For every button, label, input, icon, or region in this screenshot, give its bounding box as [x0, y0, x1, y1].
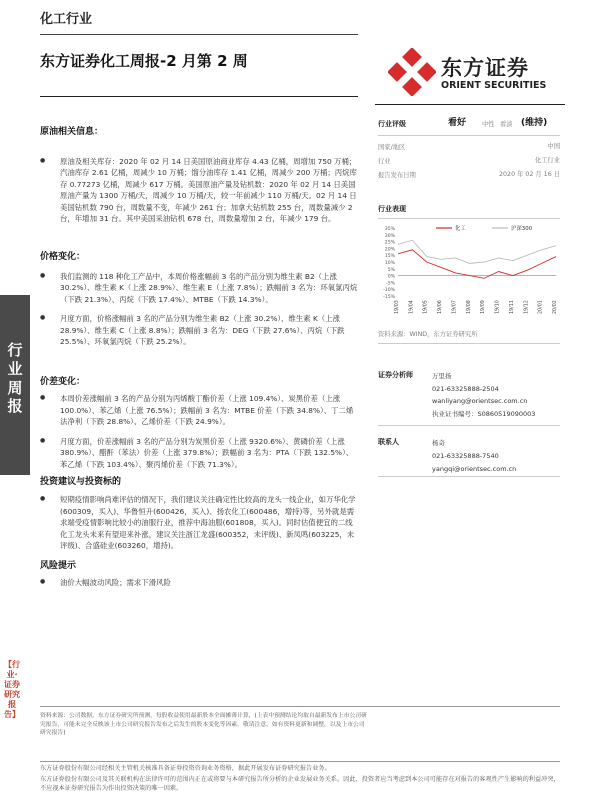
rating-divider — [378, 135, 560, 136]
paragraph-text: 月度方面，价格涨幅前 3 名的产品分别为维生素 B2（上涨 30.2%）、维生素 K（上涨 28.9%）、维生素 C（上涨 8.8%）；跌幅前 3 名为：DEG（下跌 27.6%）、丙烷（下跌 25.5%）、环氧氯丙烷（下跌 25.2%）。 — [60, 314, 345, 347]
legend-label: 沪深300 — [511, 226, 533, 232]
perf-title — [378, 204, 406, 215]
x-tick-labels — [394, 300, 558, 314]
chart-source-text: 资料来源：WIND，东方证券研究所 — [378, 331, 478, 338]
side-tab-text: 行业周报 — [7, 341, 23, 416]
main-content — [40, 126, 360, 589]
bullet-icon: ● — [40, 495, 46, 503]
footer-line-1: 东方证券股份有限公司经相关主管机关核准具备证券投资咨询业务资格，据此开展发布证券研究报告业务。 — [40, 765, 331, 772]
x-tick-label: 20/02 — [553, 300, 558, 314]
x-tick-label: 20/01 — [538, 300, 544, 314]
analyst-label — [378, 370, 413, 381]
contact-label-text: 联系人 — [378, 438, 399, 446]
x-tick-label: 19/04 — [409, 300, 415, 314]
analyst-cert: 执业证书编号：S0860519090003 — [432, 410, 536, 419]
analyst-divider — [378, 425, 560, 426]
y-tick-label: 20% — [384, 247, 395, 253]
chart-source — [378, 329, 478, 340]
analyst-email[interactable]: wanliyang@orientsec.com.cn — [432, 397, 528, 406]
contact-divider — [378, 476, 560, 477]
x-tick-label: 19/11 — [509, 300, 515, 314]
disclaimer-divider — [40, 706, 560, 707]
section-title-risk: 风险提示 — [40, 560, 77, 571]
rating-low: 看淡 — [500, 121, 513, 128]
y-tick-label: -5% — [386, 281, 395, 287]
paragraph-price-monthly — [40, 313, 358, 347]
header-divider — [40, 34, 358, 35]
rating-row — [378, 119, 560, 130]
contact-name: 杨奇 — [432, 439, 445, 447]
chart-source-divider — [378, 343, 560, 344]
logo-divider — [375, 104, 565, 105]
paragraph-text: 原油及相关库存：2020 年 02 月 14 日美国原油商业库存 4.43 亿桶，周增加 750 万桶；汽油库存 2.61 亿桶，周减少 10 万桶；馏分油库存 1.41 亿桶，周减少 200 万桶；丙烷库存 0.77273 亿桶，周减少 617 万桶。美国原油产量及钻机数：2020 年 02 月 14 日美国原油产量为 1300 万桶/天，周减少 10 万桶/天，较一年前减少 110 万桶/天。02 月 14 日美国钻机数 790 台，周数量不变，年减少 261 台；加拿大钻机数 255 台，周数量减少 2 台，年增加 31 台。其中美国采油钻机 678 台，周数量增加 2 台，年减少 179 台。 — [60, 156, 357, 224]
analyst-label-text: 证券分析师 — [378, 371, 413, 379]
bullet-icon: ● — [40, 578, 46, 586]
bullet-icon: ● — [40, 271, 46, 279]
x-tick-label: 19/10 — [495, 300, 501, 314]
paragraph-price-weekly — [40, 271, 358, 305]
contact-phone: 021-63325888-7540 — [432, 452, 499, 460]
logo-mark-icon — [388, 48, 436, 96]
logo-text-en: ORIENT SECURITIES — [441, 80, 547, 91]
paragraph-risk — [40, 577, 358, 588]
rating-keep: (维持) — [521, 118, 548, 128]
paragraph-crude — [40, 156, 358, 225]
info-value: 2020 年 02 月 16 日 — [499, 171, 560, 178]
x-tick-label: 19/05 — [423, 300, 429, 314]
y-tick-label: 30% — [384, 233, 395, 239]
info-value: 化工行业 — [534, 157, 560, 164]
info-row-industry — [378, 156, 560, 167]
side-vertical-label: 【行业·证券研究报告】 — [4, 660, 20, 719]
legend-label: 化工 — [455, 226, 466, 232]
rating-mid: 中性 — [482, 121, 495, 128]
bullet-icon: ● — [40, 436, 46, 444]
perf-divider — [378, 218, 560, 219]
paragraph-spread-monthly — [40, 436, 358, 470]
paragraph-text: 油价大幅波动风险；需求下滑风险 — [60, 578, 171, 588]
side-tab — [0, 295, 30, 475]
series-line — [398, 240, 556, 263]
y-tick-label: 35% — [384, 227, 395, 232]
x-tick-label: 19/03 — [395, 300, 400, 314]
section-title-invest: 投资建议与投资标的 — [40, 477, 122, 488]
info-key: 行业 — [378, 158, 391, 165]
paragraph-text: 短期疫情影响尚难评估的情况下，我们建议关注确定性比较高的龙头一线企业，如万华化学(600309，买入)、华鲁恒升(600426，买入)、扬农化工(600486，增持)等，另外就是需求端受疫情影响比较小的油服行业，推荐中海油服(601808，买入)。同时估值便宜的二线化工龙头未来有望迎来补涨，建议关注浙江龙盛(600352，未评级)、新凤鸣(603225，未评级)、合盛硅业(603260，增持)。 — [60, 495, 356, 551]
footer-line-2: 东方证券股份有限公司及其关联机构在法律许可的范围内正在或将要与本研究报告所分析的企业发展业务关系。因此，投资者应当考虑到本公司可能存在对报告的客观性产生影响的利益冲突，不应视本证券研究报告为作出投资决策的唯一因素。 — [40, 776, 560, 793]
bullet-icon: ● — [40, 156, 46, 164]
info-key: 报告发布日期 — [378, 172, 416, 179]
industry-performance-chart — [374, 222, 562, 322]
x-tick-label: 19/07 — [452, 300, 458, 314]
orient-securities-logo — [388, 48, 558, 98]
bullet-icon: ● — [40, 394, 46, 402]
paragraph-text: 本周价差涨幅前 3 名的产品分别为丙烯酸丁酯价差（上涨 109.4%）、炭黑价差（上涨 100.0%）、苯乙烯（上涨 76.5%）；跌幅前 3 名为：MTBE 价差（下跌 34.8%）、丁二烯法净利（下跌 28.8%）、乙烯价差（下跌 24.9%）。 — [60, 394, 354, 427]
chart-legend — [436, 224, 533, 232]
y-tick-label: 25% — [384, 240, 395, 246]
report-title: 东方证券化工周报-2 月第 2 周 — [40, 52, 248, 70]
x-tick-label: 19/06 — [438, 300, 444, 314]
series-line — [398, 250, 556, 279]
y-tick-label: 0% — [387, 274, 395, 280]
y-tick-labels — [383, 226, 396, 300]
contact-email[interactable]: yangqi@orientsec.com.cn — [432, 465, 517, 473]
y-tick-label: -10% — [383, 288, 395, 294]
analyst-phone: 021-63325888-2504 — [432, 384, 499, 393]
info-row-country — [378, 142, 560, 153]
title-divider — [40, 96, 358, 97]
contact-label — [378, 437, 399, 448]
paragraph-text: 我们监测的 118 种化工产品中，本周价格涨幅前 3 名的产品分别为维生素 B2（上涨 30.2%）、维生素 K（上涨 28.9%）、维生素 E（上涨 7.8%）；跌幅前 3 名为：环氧氯丙烷（下跌 21.3%）、丙烷（下跌 17.4%）、MTBE（下跌 14.3%）。 — [60, 271, 358, 304]
x-tick-label: 19/09 — [481, 300, 487, 314]
info-key: 国家/地区 — [378, 144, 406, 151]
x-tick-label: 19/08 — [466, 300, 472, 314]
y-tick-label: 15% — [384, 254, 395, 260]
x-tick-label: 19/12 — [524, 300, 530, 314]
logo-text-cn: 东方证券 — [441, 56, 529, 80]
paragraph-text: 月度方面，价差涨幅前 3 名的产品分别为炭黑价差（上涨 9320.6%）、黄磷价差（上涨 380.9%）、醋酐（苯法）价差（上涨 379.8%）；跌幅前 3 名为：PTA（下跌 132.5%）、苯乙烯（下跌 103.4%）、聚丙烯价差（下跌 71.3%）。 — [60, 436, 354, 469]
y-tick-label: 10% — [384, 261, 395, 266]
contact-block — [432, 437, 516, 476]
perf-title-text: 行业表现 — [378, 205, 406, 213]
paragraph-invest — [40, 494, 358, 551]
series-lines — [398, 240, 556, 278]
info-row-date — [378, 170, 560, 181]
section-title-spread: 价差变化： — [40, 376, 86, 387]
footer-divider — [40, 761, 560, 762]
bullet-icon: ● — [40, 314, 46, 322]
analyst-name: 万里扬 — [432, 372, 452, 380]
section-title-crude: 原油相关信息： — [40, 127, 104, 137]
rating-value: 看好 — [448, 118, 467, 128]
rating-label: 行业评级 — [378, 120, 406, 128]
y-tick-label: 5% — [387, 267, 395, 273]
info-value: 中国 — [547, 143, 560, 150]
section-title-price: 价格变化： — [40, 251, 86, 262]
analyst-block — [432, 370, 535, 421]
y-tick-label: -15% — [383, 295, 395, 300]
industry-label: 化工行业 — [40, 12, 93, 27]
paragraph-spread-weekly — [40, 393, 358, 427]
disclaimer: 资料来源：公司数据，东方证券研究所预测，每股收益使用最新股本全面摊薄计算，(上表中预测结论均取自最新发布上市公司研究报告，可能未完全反映该上市公司研究报告发布之后发生的股本变化等因素，敬请注意，如有资料更新和调整，以及上市公司研究报告) — [40, 713, 367, 737]
